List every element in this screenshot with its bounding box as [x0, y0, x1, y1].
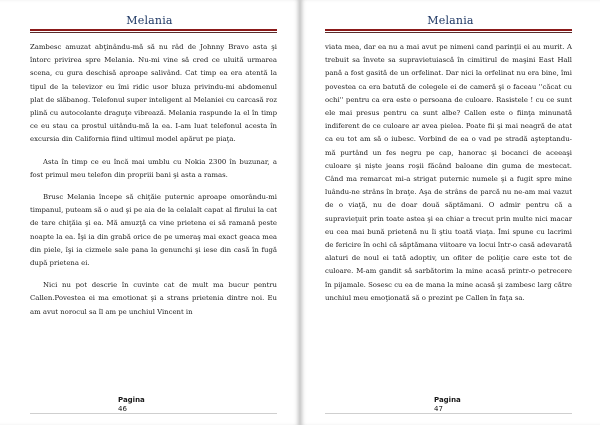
footer-rule — [325, 413, 572, 414]
paragraph: Nici nu pot descrie în cuvinte cat de mult ma bucur pentru Callen.Povestea ei ma emotionat şi a strans prietenia dintre noi. Eu am avut norocul sa îl am pe unchiul Vincent in — [30, 281, 277, 316]
paragraph: Zambesc amuzat abţinându-mă să nu râd de Johnny Bravo asta şi întorc privirea spre Melania. Nu-mi vine să cred ce uluită urmarea scena, cu gura deschisă aproape salivând. Cat timp ea era atentă la tipul de la televizor eu îmi ridic usor bluza privindu-mi abdomenul plat de slăbanog. Telefonul super inteligent al Melaniei cu carcasă roz plină cu autocolante draguţe vibrează. Melania raspunde la el în timp ce eu stau ca prostul uitându-mă la ea. I-am luat telefonul acesta în excursia din California fiind ultimul model apărut pe piaţa. — [30, 43, 277, 144]
page-header: Melania — [427, 14, 474, 27]
page-body — [325, 41, 572, 305]
footer-rule — [30, 413, 277, 414]
page-number: 47 — [434, 405, 443, 413]
left-page — [0, 0, 299, 425]
page-body — [30, 41, 277, 319]
right-page — [301, 0, 600, 425]
paragraph: Brusc Melania începe să chiţăie puternic aproape omorându-mi timpanul, puteam să o aud şi pe aia de la celalalt capat al firului la cat de tare chiţăia şi ea. Mă amuzţă ca vine prietena ei să ramanâ peste noapte la ea. Îşi ia din grabă orice de pe umeraş mai exact geaca mea din piele, îşi ia cizmele sale pana la genunchi şi iese din casă în fugă după prietena ei. — [30, 193, 277, 268]
page-header: Melania — [126, 14, 173, 27]
header-rule-red — [325, 29, 572, 31]
header-rule-dark — [30, 32, 277, 33]
footer-label: Pagina — [118, 396, 145, 404]
footer-label: Pagina — [434, 396, 461, 404]
paragraph: viata mea, dar ea nu a mai avut pe nimeni cand parinţii ei au murit. A trebuit sa învete sa supravietuiască în cimitirul de maşini East Hall pană a fost gasită de un orfelinat. Dar nici la orfelinat nu era bine, îmi povestea ca era batută de colegele ei de cameră şi o faceau ''căcat cu ochi'' pentru ca era este o persoana de culoare. Rasistele ! cu ce sunt ele mai presus pentru ca sunt albe? Callen este o fiinţa minunată indiferent de ce culoare ar avea pielea. Poate fii şi mai neagră de atat ca eu tot am să o iubesc. Vorbind de ea o vad pe stradă aşteptandu-mă purtând un fes negru pe cap, hanorac şi bocanci de aceeaşi culoare şi niște jeans roşii făcând baloane din guma de mestecat. Când ma remarcat mi-a strigat puternic numele şi a fugit spre mine luându-ne strâns în braţe. Aşa de strâns de parcă nu ne-am mai vazut de o viaţă, nu de doar două săptămani. O admir pentru că a supravieţuit prin toate astea şi ea chiar a trecut prin multe nici macar eu cea mai bună prietenă nu îi ştiu toată viaţa. Îmi spune cu lacrimi de fericire în ochi că săptămana viitoare va locui într-o casă adevarată alaturi de noul ei tată adoptiv, un ofiter de poliţie care este tot de culoare. M-am gandit să sarbătorim la mine acasă printr-o petrecere în pijamale. Sosesc cu ea de mana la mine acasă şi zambesc larg către unchiul meu emoţionată să o prezint pe Callen în faţa sa. — [325, 43, 572, 302]
header-rule-dark — [325, 32, 572, 33]
page-number: 46 — [118, 405, 127, 413]
header-rule-red — [30, 29, 277, 31]
paragraph: Asta în timp ce eu încă mai umblu cu Nokia 2300 în buzunar, a fost primul meu telefon din propriii bani şi asta a ramas. — [30, 157, 277, 179]
